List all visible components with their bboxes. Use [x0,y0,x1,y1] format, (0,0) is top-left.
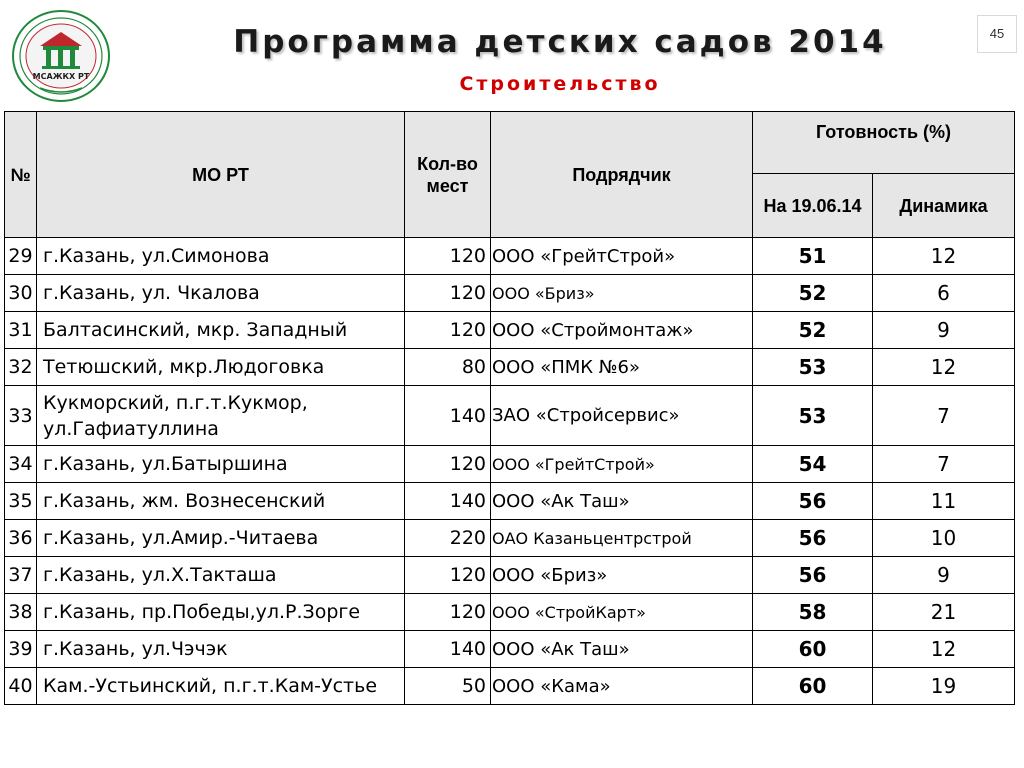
table-row [5,446,1015,483]
table-row [5,631,1015,668]
row-readiness: 60 [753,668,873,705]
row-dynamics: 7 [873,386,1015,446]
row-readiness: 54 [753,446,873,483]
table-row [5,238,1015,275]
row-mo: Балтасинский, мкр. Западный [37,312,405,349]
kindergarten-table [4,111,1015,705]
row-contractor: ООО «ГрейтСтрой» [491,446,753,483]
row-mo: г.Казань, ул.Симонова [37,238,405,275]
row-mo: г.Казань, ул. Чкалова [37,275,405,312]
row-readiness: 56 [753,557,873,594]
logo-text: МСАЖКХ РТ [32,72,90,81]
row-places: 220 [405,520,491,557]
row-readiness: 60 [753,631,873,668]
row-contractor: ООО «Бриз» [491,275,753,312]
row-readiness: 52 [753,275,873,312]
row-dynamics: 19 [873,668,1015,705]
header-num: № [5,112,37,238]
row-mo: г.Казань, ул.Чэчэк [37,631,405,668]
row-places: 140 [405,386,491,446]
table-row [5,312,1015,349]
row-mo: г.Казань, ул.Амир.-Читаева [37,520,405,557]
page-number: 45 [977,15,1017,53]
header-places: Кол-во мест [405,112,491,238]
row-num: 31 [5,312,37,349]
row-readiness: 53 [753,349,873,386]
row-dynamics: 6 [873,275,1015,312]
row-contractor: ООО «Ак Таш» [491,483,753,520]
slide-subtitle: Строительство [459,73,661,95]
row-places: 120 [405,238,491,275]
row-num: 34 [5,446,37,483]
row-contractor: ООО «ПМК №6» [491,349,753,386]
row-num: 39 [5,631,37,668]
row-readiness: 53 [753,386,873,446]
row-readiness: 56 [753,520,873,557]
table-row [5,668,1015,705]
row-dynamics: 11 [873,483,1015,520]
row-num: 38 [5,594,37,631]
row-dynamics: 12 [873,238,1015,275]
row-contractor: ООО «Строймонтаж» [491,312,753,349]
row-dynamics: 9 [873,557,1015,594]
row-readiness: 58 [753,594,873,631]
table-row [5,386,1015,446]
table-row [5,520,1015,557]
table-row [5,349,1015,386]
table-row [5,594,1015,631]
row-places: 120 [405,275,491,312]
row-dynamics: 9 [873,312,1015,349]
row-contractor: ООО «Бриз» [491,557,753,594]
row-num: 30 [5,275,37,312]
table-row [5,557,1015,594]
header-dynamics: Динамика [873,174,1015,238]
row-places: 120 [405,446,491,483]
row-num: 36 [5,520,37,557]
row-contractor: ООО «Кама» [491,668,753,705]
row-mo: г.Казань, ул.Батыршина [37,446,405,483]
row-places: 80 [405,349,491,386]
header-mo: МО РТ [37,112,405,238]
row-contractor: ЗАО «Стройсервис» [491,386,753,446]
row-places: 120 [405,594,491,631]
row-contractor: ООО «ГрейтСтрой» [491,238,753,275]
row-contractor: ОАО Казаньцентрстрой [491,520,753,557]
slide-title: Программа детских садов 2014 [233,24,887,60]
row-readiness: 56 [753,483,873,520]
header-on-date: На 19.06.14 [753,174,873,238]
row-mo: г.Казань, ул.Х.Такташа [37,557,405,594]
row-mo: г.Казань, жм. Вознесенский [37,483,405,520]
row-mo: Тетюшский, мкр.Людоговка [37,349,405,386]
row-places: 50 [405,668,491,705]
row-places: 140 [405,631,491,668]
row-num: 32 [5,349,37,386]
ministry-logo [10,8,112,104]
row-mo: Кукморский, п.г.т.Кукмор, ул.Гафиатуллина [37,386,405,446]
row-num: 35 [5,483,37,520]
row-num: 33 [5,386,37,446]
table-row [5,483,1015,520]
row-places: 120 [405,557,491,594]
header-readiness: Готовность (%) [753,112,1015,174]
row-readiness: 52 [753,312,873,349]
row-dynamics: 10 [873,520,1015,557]
row-contractor: ООО «Ак Таш» [491,631,753,668]
row-num: 37 [5,557,37,594]
row-contractor: ООО «СтройКарт» [491,594,753,631]
row-dynamics: 12 [873,631,1015,668]
row-mo: Кам.-Устьинский, п.г.т.Кам-Устье [37,668,405,705]
table-row [5,275,1015,312]
row-mo: г.Казань, пр.Победы,ул.Р.Зорге [37,594,405,631]
row-places: 120 [405,312,491,349]
row-dynamics: 21 [873,594,1015,631]
row-readiness: 51 [753,238,873,275]
row-num: 40 [5,668,37,705]
row-dynamics: 12 [873,349,1015,386]
header-contractor: Подрядчик [491,112,753,238]
row-places: 140 [405,483,491,520]
row-num: 29 [5,238,37,275]
row-dynamics: 7 [873,446,1015,483]
